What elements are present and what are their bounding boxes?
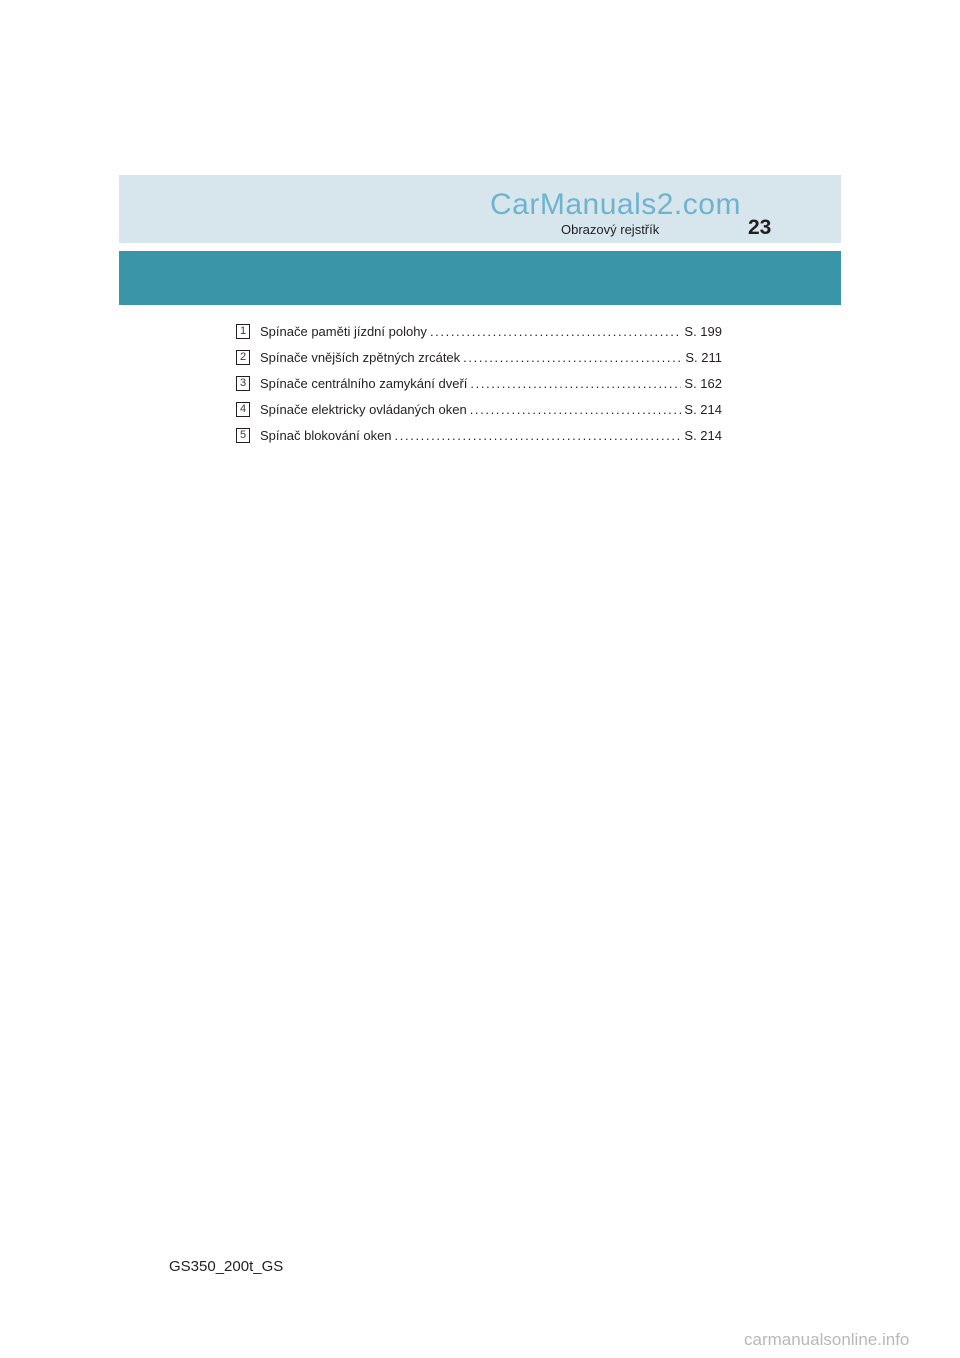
- page-number: 23: [748, 216, 772, 239]
- item-page-ref[interactable]: S. 214: [684, 427, 722, 443]
- index-item[interactable]: [236, 370, 722, 396]
- item-number-badge: 4: [236, 402, 250, 417]
- index-list: [236, 318, 722, 448]
- dot-leader: [430, 324, 681, 339]
- item-label: Spínače paměti jízdní polohy: [260, 323, 427, 339]
- item-number-badge: 1: [236, 324, 250, 339]
- footer-model-code: GS350_200t_GS: [169, 1258, 284, 1275]
- item-page-ref[interactable]: S. 199: [684, 323, 722, 339]
- item-page-ref[interactable]: S. 214: [684, 401, 722, 417]
- dot-leader: [470, 376, 681, 391]
- index-item[interactable]: [236, 396, 722, 422]
- item-label: Spínače vnějších zpětných zrcátek: [260, 349, 461, 365]
- index-item[interactable]: [236, 422, 722, 448]
- dot-leader: [470, 402, 682, 417]
- item-number-badge: 2: [236, 350, 250, 365]
- item-number-badge: 3: [236, 376, 250, 391]
- item-label: Spínače elektricky ovládaných oken: [260, 401, 467, 417]
- item-label: Spínače centrálního zamykání dveří: [260, 375, 468, 391]
- watermark-footer: carmanualsonline.info: [744, 1330, 910, 1349]
- item-number-badge: 5: [236, 428, 250, 443]
- index-item[interactable]: [236, 344, 722, 370]
- dot-leader: [463, 350, 682, 365]
- item-page-ref[interactable]: S. 211: [685, 349, 722, 365]
- watermark-logo-top: CarManuals2.com: [490, 188, 741, 221]
- header-teal-band: [119, 251, 841, 305]
- section-title: Obrazový rejstřík: [561, 222, 660, 237]
- item-page-ref[interactable]: S. 162: [684, 375, 722, 391]
- item-label: Spínač blokování oken: [260, 427, 392, 443]
- index-item[interactable]: [236, 318, 722, 344]
- dot-leader: [395, 428, 682, 443]
